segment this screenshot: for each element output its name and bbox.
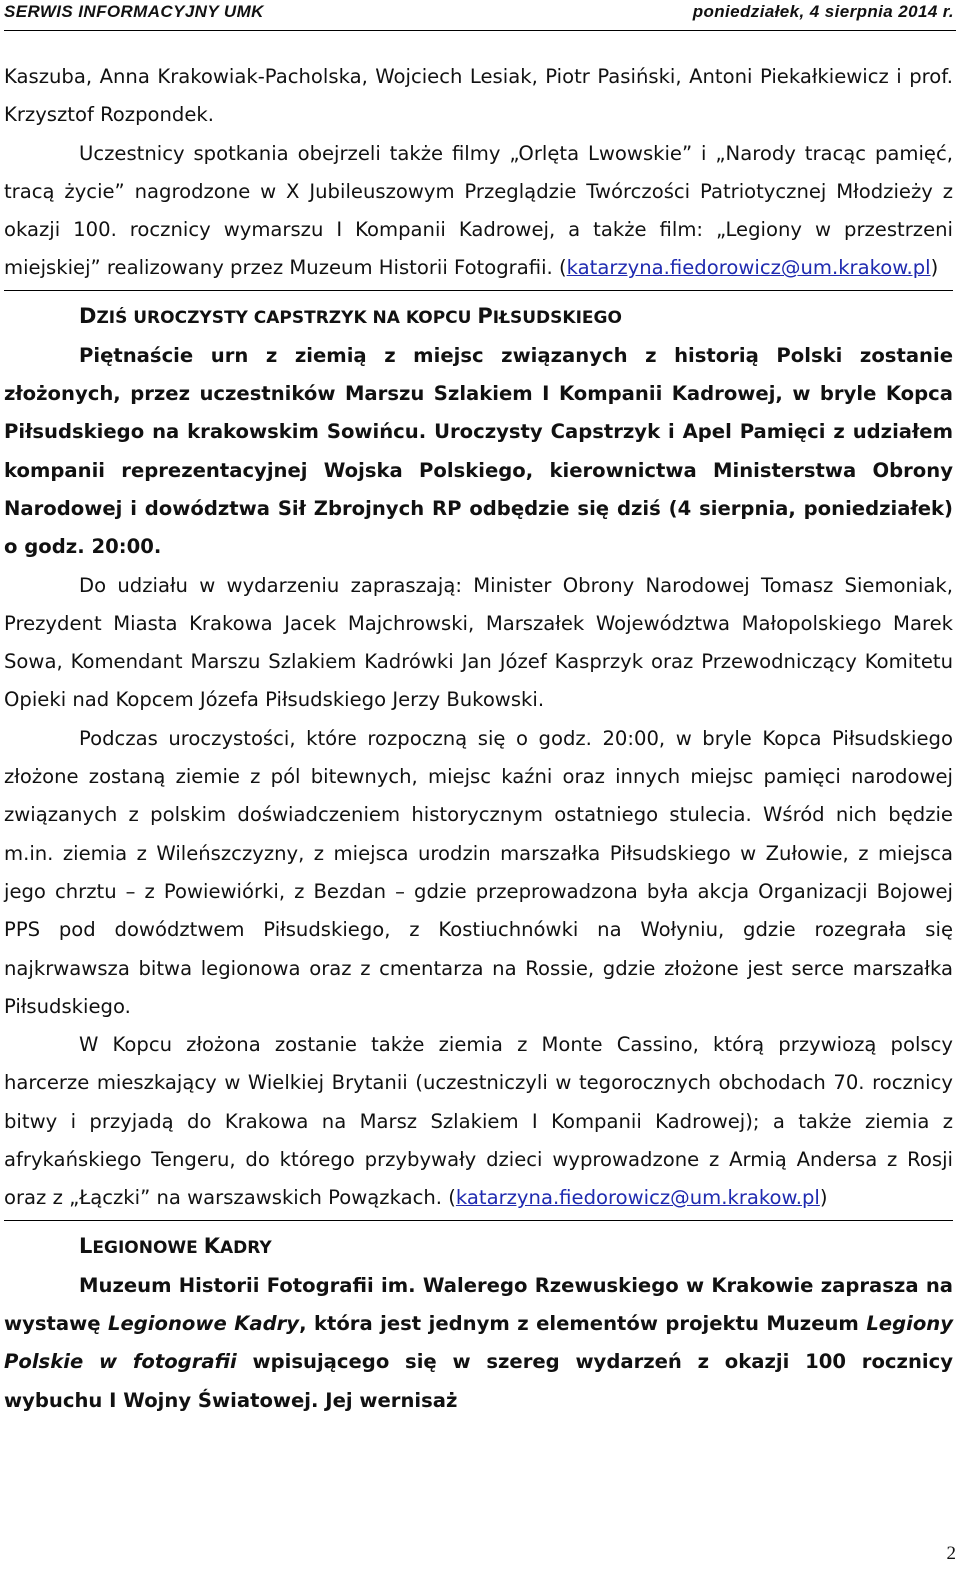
email-link[interactable]: katarzyna.fiedorowicz@um.krakow.pl xyxy=(455,1186,820,1210)
section-divider xyxy=(4,290,953,291)
films-text: Uczestnicy spotkania obejrzeli także filmy „Orlęta Lwowskie” i „Narody tracąc pamięć, tracą życie” nagrodzone w X Jubileuszowym Przeglądzie Twórczości Patriotycznej Młodzieży z okazji 100. rocznicy wymarszu I Kompanii Kadrowej, a także film: „Legiony w przestrzeni miejskiej” realizowany przez Muzeum Historii Fotografii. xyxy=(4,141,953,280)
continuation-paragraph: Kaszuba, Anna Krakowiak-Pacholska, Wojciech Lesiak, Piotr Pasiński, Antoni Piekałkiewicz i prof. Krzysztof Rozpondek. xyxy=(4,65,953,127)
section-divider xyxy=(4,1220,953,1221)
project-title: Legiony Polskie w fotografii xyxy=(4,1311,954,1374)
document-body xyxy=(4,58,953,1420)
page-number: 2 xyxy=(946,1543,956,1564)
exhibition-title: Legionowe Kadry xyxy=(107,1311,300,1335)
ceremony-paragraph: Podczas uroczystości, które rozpoczną się o godz. 20:00, w bryle Kopca Piłsudskiego złożone zostaną ziemie z pól bitewnych, miejsc kaźni oraz innych miejsc pamięci narodowej związanych z polskim doświadczeniem historycznym ostatniego stulecia. Wśród nich będzie m.in. ziemia z Wileńszczyzny, z miejsca urodzin marszałka Piłsudskiego w Zułowie, z miejsca jego chrztu – z Powiewiórki, z Bezdan – gdzie przeprowadzona była akcja Organizacji Bojowej PPS pod dowództwem Piłsudskiego, z Kostiuchnówki na Wołyniu, gdzie rozegrała się najkrwawsza bitwa legionowa oraz z cmentarza na Rossie, gdzie złożone jest serce marszałka Piłsudskiego. xyxy=(4,726,953,1018)
section-title-legionowe-kadry: LEGIONOWE KADRY xyxy=(79,1233,272,1258)
lead-paragraph: Piętnaście urn z ziemią z miejsc związanych z historią Polski zostanie złożonych, przez uczestników Marszu Szlakiem I Kompanii Kadrowej, w bryle Kopca Piłsudskiego na krakowskim Sowińcu. Uroczysty Capstrzyk i Apel Pamięci z udziałem kompanii reprezentacyjnej Wojska Polskiego, kierownictwa Ministerstwa Obrony Narodowej i dowództwa Sił Zbrojnych RP odbędzie się dziś (4 sierpnia, poniedziałek) o godz. 20:00. xyxy=(4,343,953,559)
email-link[interactable]: katarzyna.fiedorowicz@um.krakow.pl xyxy=(566,256,931,280)
monte-cassino-paragraph: W Kopcu złożona zostanie także ziemia z Monte Cassino, którą przywiozą polscy harcerze mieszkający w Wielkiej Brytanii (uczestniczyli w tegorocznych obchodach 70. rocznicy bitwy i przyjadą do Krakowa na Marsz Szlakiem I Kompanii Kadrowej); a także ziemia z afrykańskiego Tengeru, do którego przybywały dzieci wyprowadzone z Armią Andersa z Rosji oraz z „Łączki” na warszawskich Powązkach. (katarzyna.fiedorowicz@um.krakow.pl) xyxy=(4,1033,953,1210)
header-date: poniedziałek, 4 sierpnia 2014 r. xyxy=(692,2,954,21)
monte-cassino-text: W Kopcu złożona zostanie także ziemia z Monte Cassino, którą przywiozą polscy harcerze mieszkający w Wielkiej Brytanii (uczestniczyli w tegorocznych obchodach 70. rocznicy bitwy i przyjadą do Krakowa na Marsz Szlakiem I Kompanii Kadrowej); a także ziemia z afrykańskiego Tengeru, do którego przybywały dzieci wyprowadzone z Armią Andersa z Rosji oraz z „Łączki” na warszawskich Powązkach. xyxy=(4,1033,953,1210)
exhibition-lead-paragraph: Muzeum Historii Fotografii im. Walerego Rzewuskiego w Krakowie zaprasza na wystawę Legionowe Kadry, która jest jednym z elementów projektu Muzeum Legiony Polskie w fotografii wpisującego się w szereg wydarzeń z okazji 100 rocznicy wybuchu I Wojny Światowej. Jej wernisaż xyxy=(4,1273,954,1412)
section-title-capstrzyk: DZIŚ UROCZYSTY CAPSTRZYK NA KOPCU PIŁSUDSKIEGO xyxy=(79,303,622,328)
page-header xyxy=(4,0,956,31)
header-service-name: SERWIS INFORMACYJNY UMK xyxy=(4,2,264,21)
invitation-paragraph: Do udziału w wydarzeniu zapraszają: Minister Obrony Narodowej Tomasz Siemoniak, Prezydent Miasta Krakowa Jacek Majchrowski, Marszałek Województwa Małopolskiego Marek Sowa, Komendant Marszu Szlakiem Kadrówki Jan Józef Kasprzyk oraz Przewodniczący Komitetu Opieki nad Kopcem Józefa Piłsudskiego Jerzy Bukowski. xyxy=(4,573,953,712)
films-paragraph: Uczestnicy spotkania obejrzeli także filmy „Orlęta Lwowskie” i „Narody tracąc pamięć, tracą życie” nagrodzone w X Jubileuszowym Przeglądzie Twórczości Patriotycznej Młodzieży z okazji 100. rocznicy wymarszu I Kompanii Kadrowej, a także film: „Legiony w przestrzeni miejskiej” realizowany przez Muzeum Historii Fotografii. (katarzyna.fiedorowicz@um.krakow.pl) xyxy=(4,141,953,280)
